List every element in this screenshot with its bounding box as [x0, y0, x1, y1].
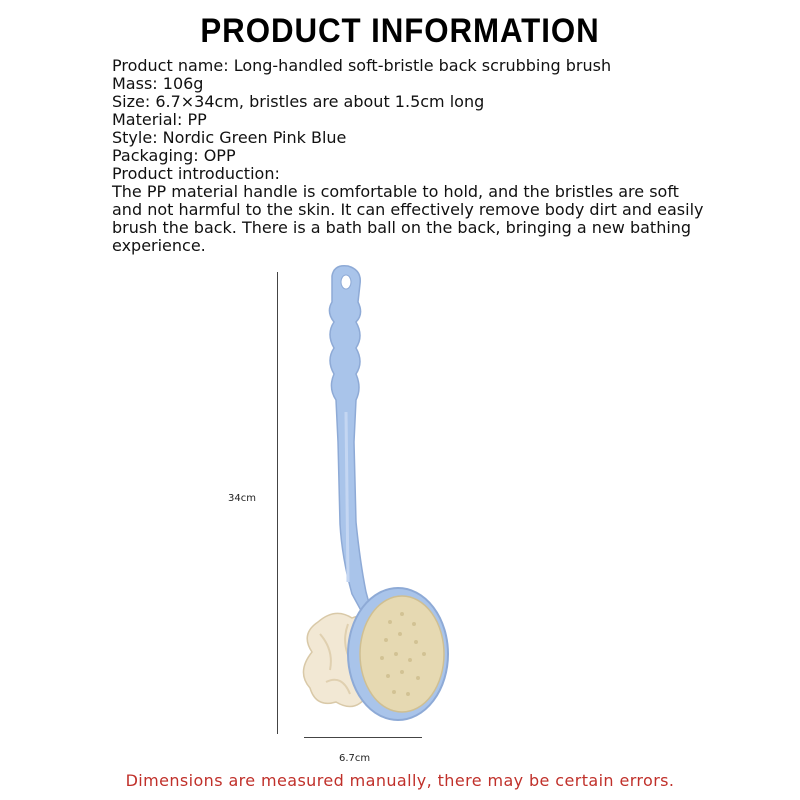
size-line: Size: 6.7×34cm, bristles are about 1.5cm long — [112, 92, 485, 111]
intro-label: Product introduction: — [112, 164, 280, 183]
width-dimension-label: 6.7cm — [339, 753, 371, 764]
brush-image — [290, 262, 460, 732]
material-line: Material: PP — [112, 110, 207, 129]
product-info-block — [112, 57, 732, 255]
product-name-line: Product name: Long-handled soft-bristle back scrubbing brush — [112, 56, 612, 75]
style-line: Style: Nordic Green Pink Blue — [112, 128, 347, 147]
page-title: PRODUCT INFORMATION — [200, 12, 600, 50]
intro-text: The PP material handle is comfortable to hold, and the bristles are soft and not harmful to the skin. It can effectively remove body dirt and easily brush the back. There is a bath ball on the back, bringing a new bathing experience. — [112, 182, 704, 255]
disclaimer-text: Dimensions are measured manually, there may be certain errors. — [125, 771, 675, 790]
mass-line: Mass: 106g — [112, 74, 204, 93]
brush-head-icon — [348, 588, 448, 720]
packaging-line: Packaging: OPP — [112, 146, 236, 165]
handle-icon — [329, 266, 372, 616]
width-dimension-line — [304, 737, 422, 738]
height-dimension-label: 34cm — [228, 493, 256, 504]
height-dimension-line — [277, 272, 278, 734]
